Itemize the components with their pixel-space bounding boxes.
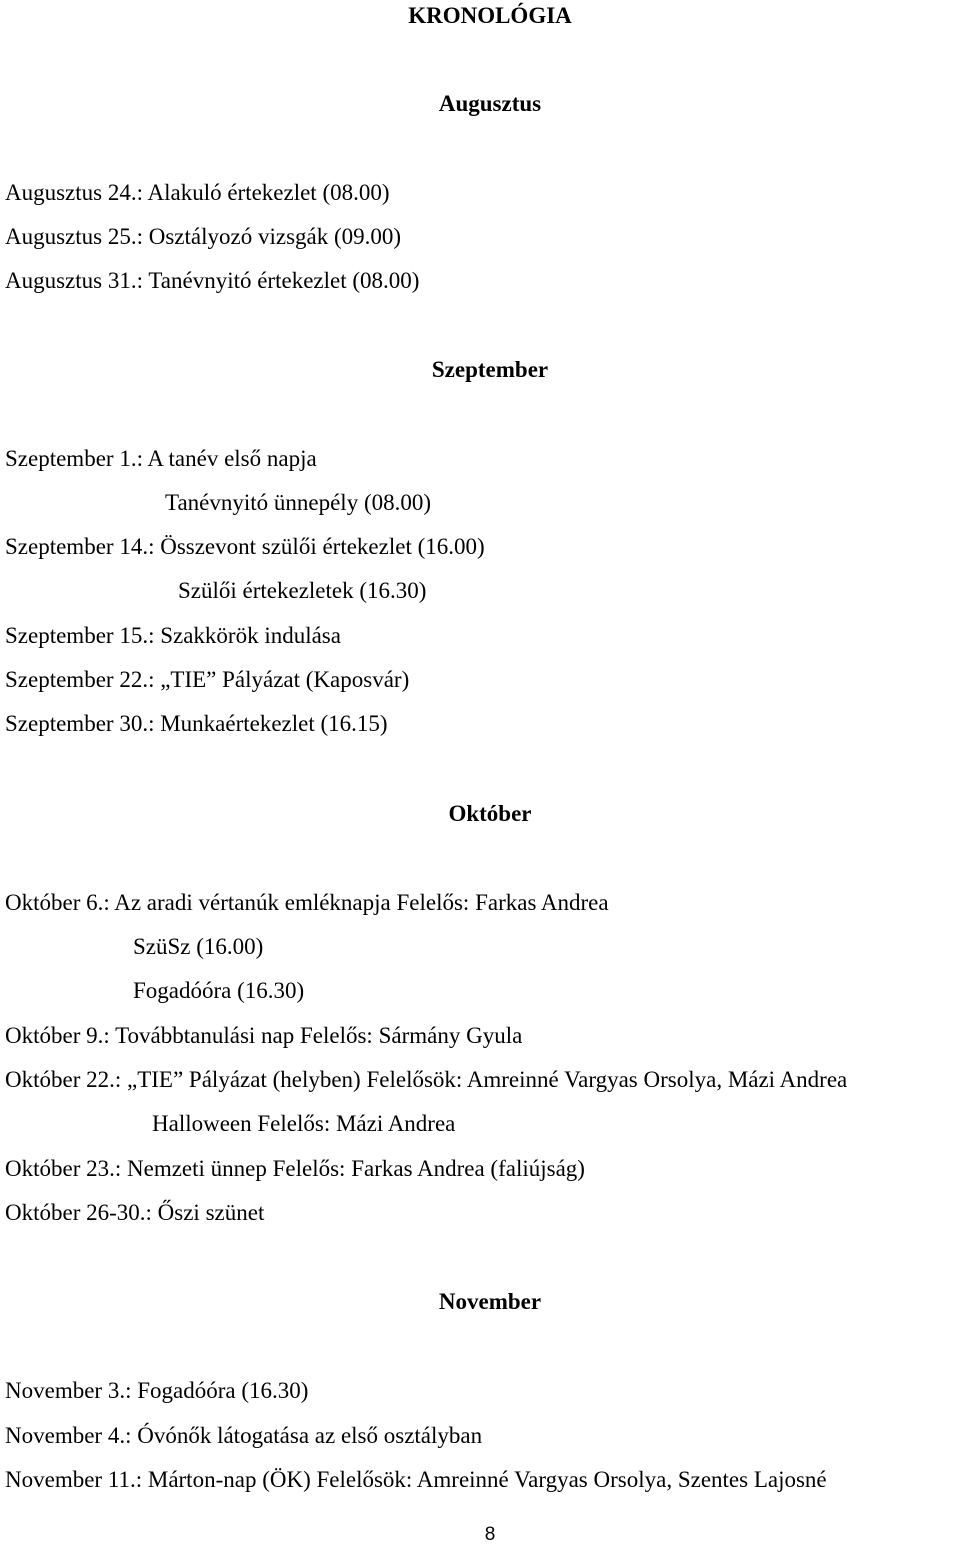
entry-sep-22: Szeptember 22.: „TIE” Pályázat (Kaposvár): [5, 667, 410, 692]
heading-october: Október: [448, 801, 532, 826]
entry-sep-30: Szeptember 30.: Munkaértekezlet (16.15): [5, 711, 388, 736]
page-number: 8: [484, 1524, 496, 1545]
entry-sep-15: Szeptember 15.: Szakkörök indulása: [5, 623, 341, 648]
entry-nov-11: November 11.: Márton-nap (ÖK) Felelősök: Amreinné Vargyas Orsolya, Szentes Lajosné: [5, 1467, 827, 1492]
entry-aug-31: Augusztus 31.: Tanévnyitó értekezlet (08.00): [5, 268, 420, 293]
entry-sep-14-parents: Szülői értekezletek (16.30): [178, 578, 427, 603]
entry-sep-1: Szeptember 1.: A tanév első napja: [5, 446, 317, 471]
heading-september: Szeptember: [431, 357, 549, 382]
entry-aug-25: Augusztus 25.: Osztályozó vizsgák (09.00): [5, 224, 402, 249]
entry-aug-24: Augusztus 24.: Alakuló értekezlet (08.00): [5, 180, 390, 205]
entry-nov-3: November 3.: Fogadóóra (16.30): [5, 1378, 309, 1403]
entry-oct-6-szusz: SzüSz (16.00): [133, 934, 264, 959]
entry-oct-22-halloween: Halloween Felelős: Mázi Andrea: [152, 1111, 456, 1136]
entry-oct-9: Október 9.: Továbbtanulási nap Felelős: Sármány Gyula: [5, 1023, 523, 1048]
entry-sep-1-ceremony: Tanévnyitó ünnepély (08.00): [165, 490, 432, 515]
heading-august: Augusztus: [438, 91, 542, 116]
entry-oct-6: Október 6.: Az aradi vértanúk emléknapja Felelős: Farkas Andrea: [5, 890, 609, 915]
entry-nov-4: November 4.: Óvónők látogatása az első osztályban: [5, 1423, 483, 1448]
entry-oct-26-30: Október 26-30.: Őszi szünet: [5, 1200, 265, 1225]
entry-oct-6-office-hours: Fogadóóra (16.30): [133, 978, 305, 1003]
entry-oct-22: Október 22.: „TIE” Pályázat (helyben) Felelősök: Amreinné Vargyas Orsolya, Mázi Andrea: [5, 1067, 848, 1092]
entry-sep-14: Szeptember 14.: Összevont szülői értekezlet (16.00): [5, 534, 485, 559]
entry-oct-23: Október 23.: Nemzeti ünnep Felelős: Farkas Andrea (faliújság): [5, 1156, 585, 1181]
page-title: KRONOLÓGIA: [408, 3, 572, 28]
heading-november: November: [438, 1289, 542, 1314]
